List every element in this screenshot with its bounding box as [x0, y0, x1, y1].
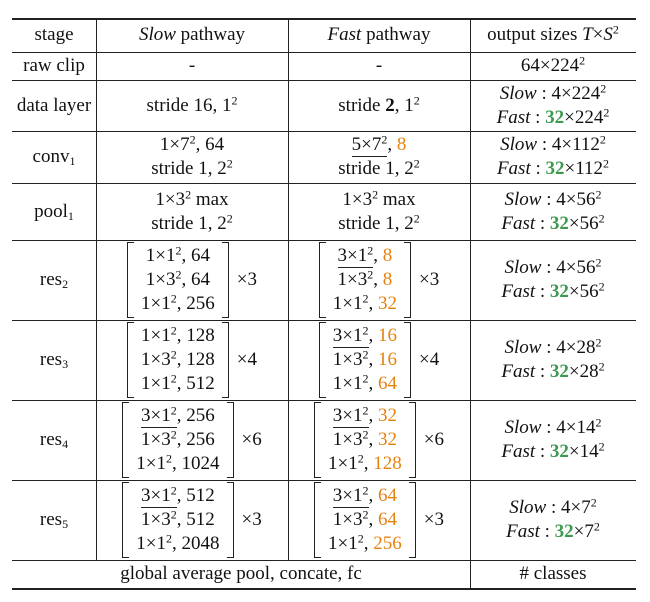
- block-line: $1\times 3^2$, 512: [141, 507, 215, 530]
- block-line: $3\times 1^2$, 8: [337, 243, 393, 266]
- conv1-fast: $5\times 7^2$, 8 stride 1, $2^2$: [338, 132, 420, 179]
- res2-slow: [96, 240, 288, 320]
- data-layer-fast: stride 2, $1^2$: [338, 92, 420, 116]
- block-line: $1\times 3^2$, 8: [337, 267, 393, 290]
- block-line: $3\times 1^2$, 16: [332, 323, 397, 346]
- res4-output: Slow : $4\times 14^2$ Fast : $32\times 14^2$: [501, 415, 605, 462]
- res3-slow-multiplier: ×4: [236, 349, 257, 370]
- res4-fast: [288, 400, 470, 480]
- res5-stage: res$_5$: [39, 509, 69, 531]
- res5-fast-bracket: [314, 482, 416, 558]
- res5-slow: [96, 480, 288, 560]
- block-line: $1\times 1^2$, 256: [328, 531, 402, 554]
- block-line: $1\times 3^2$, 128: [141, 347, 215, 370]
- raw-clip-slow: -: [188, 55, 196, 76]
- res5-fast-multiplier: ×3: [423, 509, 444, 530]
- block-line: $3\times 1^2$, 512: [141, 483, 215, 506]
- pool1-slow: $1\times 3^2$ max stride 1, $2^2$: [151, 186, 233, 234]
- footer-left: global average pool, concate, fc: [120, 563, 362, 584]
- pool1-output: Slow : $4\times 56^2$ Fast : $32\times 56^2$: [501, 186, 605, 234]
- header-fast: Fast pathway: [327, 24, 431, 45]
- block-line: $1\times 1^2$, 256: [141, 291, 215, 314]
- header-slow: Slow pathway: [138, 24, 246, 45]
- block-line: $1\times 1^2$, 2048: [136, 531, 220, 554]
- res2-fast-multiplier: ×3: [419, 269, 440, 290]
- block-line: $1\times 1^2$, 64: [145, 243, 210, 266]
- block-line: $3\times 1^2$, 256: [141, 403, 215, 426]
- data-layer-stage: data layer: [16, 94, 92, 116]
- res2-stage: res$_2$: [39, 269, 69, 291]
- block-line: $1\times 1^2$, 1024: [136, 451, 220, 474]
- res3-fast: [288, 320, 470, 400]
- block-line: $1\times 1^2$, 32: [332, 291, 397, 314]
- data-layer-slow: stride 16, $1^2$: [146, 92, 238, 116]
- res3-slow-bracket: [127, 322, 229, 398]
- data-layer-output: Slow : $4\times 224^2$ Fast : $32\times 224^2$: [496, 80, 610, 128]
- res4-fast-multiplier: ×6: [423, 429, 444, 450]
- block-line: $1\times 3^2$, 16: [332, 347, 397, 370]
- res2-slow-bracket: [127, 242, 229, 318]
- footer-right: # classes: [519, 563, 587, 584]
- header-stage: stage: [34, 24, 74, 45]
- rule-bottom: [12, 588, 636, 590]
- res3-slow: [96, 320, 288, 400]
- res4-fast-bracket: [314, 402, 416, 478]
- block-line: $1\times 1^2$, 128: [141, 323, 215, 346]
- res4-stage: res$_4$: [39, 429, 69, 451]
- conv1-slow: $1\times 7^2$, 64 stride 1, $2^2$: [151, 132, 233, 179]
- res2-fast-bracket: [319, 242, 411, 318]
- res3-fast-bracket: [319, 322, 411, 398]
- block-line: $1\times 1^2$, 512: [141, 371, 215, 394]
- block-line: $3\times 1^2$, 64: [332, 483, 397, 506]
- block-line: $1\times 1^2$, 64: [332, 371, 397, 394]
- res4-slow-multiplier: ×6: [241, 429, 262, 450]
- block-line: $1\times 1^2$, 128: [328, 451, 402, 474]
- pool1-stage: pool$_1$: [34, 200, 74, 223]
- block-line: $1\times 3^2$, 64: [332, 507, 397, 530]
- block-line: $1\times 3^2$, 32: [332, 427, 397, 450]
- block-line: $1\times 3^2$, 64: [145, 267, 210, 290]
- raw-clip-output: $64\times 224^2$: [520, 53, 586, 76]
- res5-slow-multiplier: ×3: [241, 509, 262, 530]
- conv1-stage: conv$_1$: [32, 146, 76, 168]
- res2-slow-multiplier: ×3: [236, 269, 257, 290]
- raw-clip-fast: -: [375, 55, 383, 76]
- res3-output: Slow : $4\times 28^2$ Fast : $32\times 28^2$: [501, 335, 605, 382]
- conv1-output: Slow : $4\times 112^2$ Fast : $32\times 112^2$: [496, 132, 610, 179]
- res5-output: Slow : $4\times 7^2$ Fast : $32\times 7^2$: [506, 495, 600, 542]
- res3-stage: res$_3$: [39, 349, 69, 371]
- res5-slow-bracket: [122, 482, 233, 558]
- res5-fast: [288, 480, 470, 560]
- header-output: output sizes $T\times S^2$: [487, 22, 619, 45]
- res2-output: Slow : $4\times 56^2$ Fast : $32\times 56^2$: [501, 255, 605, 302]
- res4-slow-bracket: [122, 402, 233, 478]
- res3-fast-multiplier: ×4: [419, 349, 440, 370]
- block-line: $3\times 1^2$, 32: [332, 403, 397, 426]
- pool1-fast: $1\times 3^2$ max stride 1, $2^2$: [338, 186, 420, 234]
- res4-slow: [96, 400, 288, 480]
- res2-fast: [288, 240, 470, 320]
- raw-clip-stage: raw clip: [23, 55, 85, 76]
- block-line: $1\times 3^2$, 256: [141, 427, 215, 450]
